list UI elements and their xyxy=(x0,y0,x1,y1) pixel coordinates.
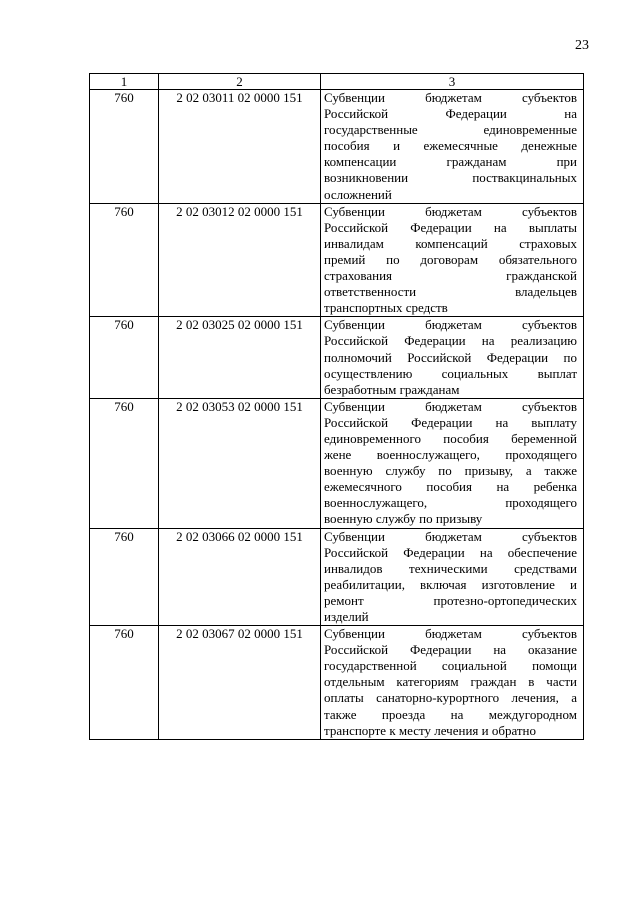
table-row xyxy=(90,398,584,528)
description-line: Субвенции бюджетам субъектов xyxy=(324,626,577,642)
description-line: военнослужащего, проходящего xyxy=(324,495,577,511)
description-line: пособия и ежемесячные денежные xyxy=(324,138,577,154)
table-row xyxy=(90,626,584,740)
description-line: страхования гражданской xyxy=(324,268,577,284)
description-line: изделий xyxy=(324,609,369,624)
description-line: Российской Федерации на оказание xyxy=(324,642,577,658)
description-line: оплаты санаторно-курортного лечения, а xyxy=(324,690,577,706)
description-cell xyxy=(321,90,584,204)
description-line: ежемесячного пособия на ребенка xyxy=(324,479,577,495)
admin-code-cell: 760 xyxy=(90,626,159,740)
description-line: ответственности владельцев xyxy=(324,284,577,300)
description-line: государственной социальной помощи xyxy=(324,658,577,674)
description-line: Субвенции бюджетам субъектов xyxy=(324,398,577,414)
description-line: Российской Федерации на выплаты xyxy=(324,219,577,235)
admin-code-cell: 760 xyxy=(90,398,159,528)
description-line: ремонт протезно-ортопедических xyxy=(324,592,577,608)
table-row xyxy=(90,90,584,204)
description-line: единовременного пособия беременной xyxy=(324,430,577,446)
description-line: осуществлению социальных выплат xyxy=(324,365,577,381)
kbk-code-cell: 2 02 03067 02 0000 151 xyxy=(159,626,321,740)
description-cell xyxy=(321,317,584,398)
table-row xyxy=(90,317,584,398)
kbk-code-cell: 2 02 03025 02 0000 151 xyxy=(159,317,321,398)
budget-code-table xyxy=(89,73,584,740)
admin-code-cell: 760 xyxy=(90,528,159,626)
description-line: Субвенции бюджетам субъектов xyxy=(324,317,577,333)
header-col-2: 2 xyxy=(159,74,321,90)
description-line: возникновении поствакцинальных xyxy=(324,170,577,186)
description-line: Российской Федерации на xyxy=(324,106,577,122)
description-line: военную службу по призыву xyxy=(324,511,483,527)
table-row xyxy=(90,203,584,317)
description-line: премий по договорам обязательного xyxy=(324,251,577,267)
kbk-code-cell: 2 02 03011 02 0000 151 xyxy=(159,90,321,204)
header-col-1: 1 xyxy=(90,74,159,90)
description-line: также проезда на междугородном xyxy=(324,706,577,722)
description-line: инвалидов техническими средствами xyxy=(324,560,577,576)
table-body xyxy=(90,74,584,740)
description-cell xyxy=(321,626,584,740)
description-line: отдельным категориям граждан в части xyxy=(324,674,577,690)
description-line: Российской Федерации на обеспечение xyxy=(324,544,577,560)
admin-code-cell: 760 xyxy=(90,317,159,398)
description-line: Субвенции бюджетам субъектов xyxy=(324,528,577,544)
description-line: военную службу по призыву, а также xyxy=(324,463,577,479)
page-number: 23 xyxy=(575,38,589,53)
description-line: инвалидам компенсаций страховых xyxy=(324,235,577,251)
admin-code-cell: 760 xyxy=(90,90,159,204)
description-line: безработным гражданам xyxy=(324,381,460,397)
description-line: осложнений xyxy=(324,186,392,202)
admin-code-cell: 760 xyxy=(90,203,159,317)
description-line: государственные единовременные xyxy=(324,122,577,138)
kbk-code-cell: 2 02 03053 02 0000 151 xyxy=(159,398,321,528)
description-cell xyxy=(321,203,584,317)
description-line: Российской Федерации на реализацию xyxy=(324,333,577,349)
table-header-row xyxy=(90,74,584,90)
description-line: транспорте к месту лечения и обратно xyxy=(324,722,537,738)
description-line: Субвенции бюджетам субъектов xyxy=(324,203,577,219)
description-line: Российской Федерации на выплату xyxy=(324,414,577,430)
description-line: компенсации гражданам при xyxy=(324,154,577,170)
header-col-3: 3 xyxy=(321,74,584,90)
description-line: Субвенции бюджетам субъектов xyxy=(324,90,577,105)
kbk-code-cell: 2 02 03012 02 0000 151 xyxy=(159,203,321,317)
description-line: жене военнослужащего, проходящего xyxy=(324,447,577,463)
kbk-code-cell: 2 02 03066 02 0000 151 xyxy=(159,528,321,626)
description-line: полномочий Российской Федерации по xyxy=(324,349,577,365)
table-row xyxy=(90,528,584,626)
description-line: транспортных средств xyxy=(324,300,448,316)
description-cell xyxy=(321,528,584,626)
description-cell xyxy=(321,398,584,528)
description-line: реабилитации, включая изготовление и xyxy=(324,576,577,592)
